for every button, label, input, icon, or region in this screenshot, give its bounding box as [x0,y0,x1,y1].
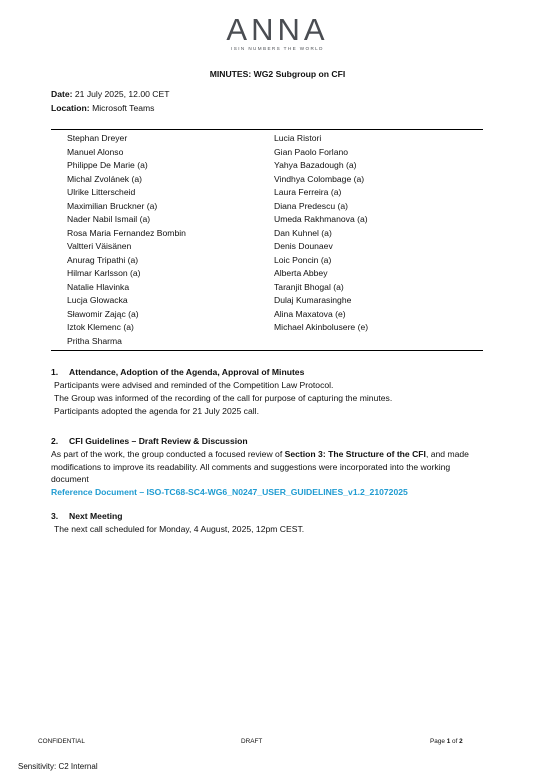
footer-draft: DRAFT [241,738,263,745]
participant-name: Pritha Sharma [67,335,122,346]
participant-name: Vindhya Colombage (a) [274,173,365,184]
section-1-line-2: The Group was informed of the recording of the call for purpose of capturing the minutes. [54,393,393,403]
footer-page-number [430,738,463,745]
meeting-location [51,103,154,113]
section-3-line-1: The next call scheduled for Monday, 4 August, 2025, 12pm CEST. [54,524,305,534]
page-label: Page [430,738,447,745]
date-label: Date: [51,89,73,99]
participant-name: Philippe De Marie (a) [67,160,148,170]
participant-name: Michal Zvolánek (a) [67,173,142,184]
participant-name: Sławomir Zając (a) [67,308,139,319]
participants-right-column [274,132,368,335]
participants-list [51,129,483,351]
participant-name: Yahya Bazadough (a) [274,160,357,170]
footer-confidential: CONFIDENTIAL [38,738,85,745]
section-1-title: Attendance, Adoption of the Agenda, Approval of Minutes [69,367,305,377]
date-value: 21 July 2025, 12.00 CET [74,89,170,99]
section-1-number: 1. [51,367,59,377]
section-2-title: CFI Guidelines – Draft Review & Discussion [69,436,248,446]
participant-name: Iztok Klemenc (a) [67,322,134,332]
participant-name: Laura Ferreira (a) [274,187,342,197]
participant-name: Natalie Hlavinka [67,281,130,292]
logo-tagline: ISIN NUMBERS THE WORLD [231,46,324,51]
section-1-line-3: Participants adopted the agenda for 21 July 2025 call. [54,406,259,416]
section-2-line-1-end: , and made [425,449,469,459]
participant-name: Ulrike Litterscheid [67,187,136,197]
meeting-date [51,89,169,99]
section-3-number: 3. [51,511,59,521]
section-1-heading [51,367,304,377]
section-2-line-3: document [51,474,89,484]
participant-name: Alina Maxatova (e) [274,308,346,319]
participant-name: Rosa Maria Fernandez Bombin [67,227,186,238]
participant-name: Denis Dounaev [274,241,333,251]
section-2-number: 2. [51,436,59,446]
section-2-line-1-text: As part of the work, the group conducted a focused review of [51,449,285,459]
participant-name: Umeda Rakhmanova (a) [274,214,368,224]
section-2-line-1-bold: Section 3: The Structure of the CFI [284,449,426,459]
participant-name: Michael Akinbolusere (e) [274,322,369,332]
page-of: of [450,738,460,745]
participant-name: Anurag Tripathi (a) [67,254,139,265]
participant-name: Dulaj Kumarasinghe [274,295,352,305]
anna-logo [0,14,555,52]
sensitivity-label: Sensitivity: C2 Internal [18,762,98,771]
location-label: Location: [51,103,90,113]
section-2-heading [51,436,248,446]
participant-name: Taranjit Bhogal (a) [274,281,344,292]
reference-document-link[interactable]: Reference Document – ISO-TC68-SC4-WG6_N0247_USER_GUIDELINES_v1.2_21072025 [51,487,408,497]
participants-left-column [67,132,186,348]
participant-name: Nader Nabil Ismail (a) [67,214,151,224]
section-2-line-1 [51,449,469,459]
document-title: MINUTES: WG2 Subgroup on CFI [209,69,346,79]
participant-name: Gian Paolo Forlano [274,146,349,157]
participant-name: Dan Kuhnel (a) [274,227,332,238]
participant-name: Stephan Dreyer [67,133,128,143]
participant-name: Maximilian Bruckner (a) [67,200,158,211]
section-1-line-1: Participants were advised and reminded of the Competition Law Protocol. [54,380,334,390]
page-current: 1 [446,738,451,745]
section-3-heading [51,511,122,521]
participant-name: Loic Poncin (a) [274,254,332,265]
participant-name: Hilmar Karlsson (a) [67,268,141,278]
logo-wordmark: ANNA [226,12,329,47]
participant-name: Alberta Abbey [274,268,328,278]
participant-name: Lucja Glowacka [67,295,128,305]
participant-name: Lucia Ristori [274,133,322,143]
section-3-title: Next Meeting [69,511,123,521]
participant-name: Manuel Alonso [67,146,124,157]
participant-name: Diana Predescu (a) [274,200,349,211]
page-total: 2 [459,738,463,745]
section-2-line-2: modifications to improve its readability. All comments and suggestions were incorporated into the working [51,462,451,472]
location-value: Microsoft Teams [92,103,155,113]
participant-name: Valtteri Väisänen [67,241,132,251]
